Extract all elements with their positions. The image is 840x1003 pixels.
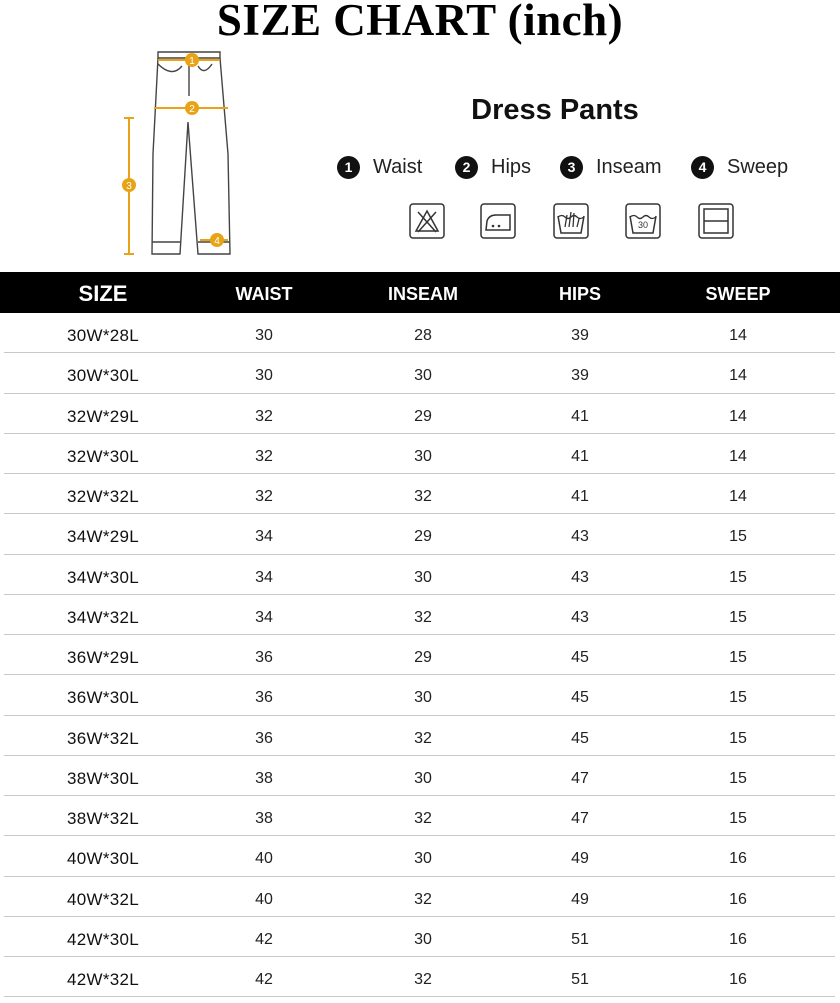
cell-hips: 43	[571, 568, 589, 586]
cell-size: 38W*32L	[66, 809, 140, 828]
marker-1	[185, 53, 199, 67]
cell-hips: 41	[571, 488, 589, 505]
cell-sweep: 14	[729, 407, 747, 425]
cell-inseam: 30	[414, 689, 432, 707]
iron-low-heat-icon	[480, 203, 516, 239]
cell-sweep: 15	[729, 608, 747, 626]
cell-hips: 51	[571, 971, 589, 988]
cell-waist: 34	[255, 608, 273, 626]
cell-size: 36W*32L	[66, 728, 140, 748]
cell-size: 32W*29L	[66, 406, 140, 426]
wash-temperature: 30	[637, 220, 648, 230]
cell-waist: 42	[255, 930, 273, 948]
header-inseam: INSEAM	[387, 284, 459, 304]
cell-hips: 45	[571, 689, 589, 707]
table-row	[4, 353, 835, 393]
table-row	[4, 434, 835, 474]
cell-waist: 38	[255, 769, 273, 787]
cell-sweep: 15	[729, 568, 747, 586]
size-table-body	[0, 313, 840, 997]
cell-hips: 51	[571, 930, 589, 948]
cell-sweep: 16	[729, 971, 747, 988]
cell-waist: 42	[255, 971, 273, 988]
cell-sweep: 15	[729, 769, 747, 787]
cell-waist: 32	[255, 447, 273, 465]
cell-sweep: 14	[729, 447, 747, 465]
cell-hips: 45	[571, 729, 589, 747]
cell-hips: 47	[571, 769, 589, 787]
measurement-legend	[334, 152, 814, 186]
do-not-bleach-icon	[409, 203, 445, 239]
legend-item-sweep	[691, 152, 788, 182]
cell-hips: 39	[571, 367, 589, 385]
cell-inseam: 32	[414, 890, 432, 908]
legend-number-1: 1	[337, 156, 360, 179]
legend-item-hips	[455, 152, 531, 182]
table-row	[4, 675, 835, 715]
cell-inseam: 28	[414, 327, 432, 344]
svg-text:3: 3	[126, 181, 132, 192]
marker-3	[122, 178, 136, 192]
cell-hips: 47	[571, 810, 589, 827]
cell-size: 32W*30L	[66, 446, 140, 466]
dry-flat-icon	[698, 203, 734, 239]
cell-waist: 32	[255, 488, 273, 505]
cell-inseam: 29	[414, 407, 432, 425]
cell-sweep: 16	[729, 890, 747, 908]
svg-text:1: 1	[189, 56, 195, 67]
cell-size: 34W*30L	[66, 567, 140, 587]
cell-waist: 34	[255, 568, 273, 586]
cell-hips: 41	[571, 447, 589, 465]
cell-waist: 36	[255, 729, 273, 747]
cell-size: 30W*28L	[66, 326, 140, 345]
cell-hips: 43	[571, 608, 589, 626]
cell-size: 30W*30L	[66, 366, 140, 386]
machine-wash-30-icon	[625, 203, 661, 239]
cell-inseam: 32	[414, 608, 432, 626]
cell-hips: 49	[571, 890, 589, 908]
cell-hips: 39	[571, 327, 589, 344]
cell-inseam: 30	[414, 850, 432, 868]
legend-label-sweep: Sweep	[727, 155, 789, 178]
legend-label-hips: Hips	[491, 155, 532, 178]
table-row	[4, 394, 835, 434]
cell-sweep: 15	[729, 810, 747, 827]
cell-inseam: 30	[414, 367, 432, 385]
header-hips: HIPS	[558, 284, 602, 304]
table-row	[4, 877, 835, 917]
legend-item-inseam	[560, 152, 662, 182]
svg-text:2: 2	[189, 104, 195, 115]
legend-label-waist: Waist	[373, 155, 423, 178]
table-row	[4, 836, 835, 876]
cell-size: 32W*32L	[66, 487, 140, 506]
measure-lines	[124, 60, 228, 254]
cell-sweep: 14	[729, 327, 747, 344]
legend-item-waist	[337, 152, 422, 182]
header-waist: WAIST	[235, 284, 293, 304]
table-header	[0, 272, 840, 313]
cell-sweep: 14	[729, 367, 747, 385]
cell-waist: 38	[255, 810, 273, 827]
legend-number-3: 3	[560, 156, 583, 179]
marker-4	[210, 233, 224, 247]
cell-waist: 36	[255, 689, 273, 707]
cell-size: 42W*30L	[66, 929, 140, 949]
cell-sweep: 16	[729, 850, 747, 868]
cell-sweep: 15	[729, 689, 747, 707]
cell-size: 42W*32L	[66, 970, 140, 989]
cell-inseam: 30	[414, 568, 432, 586]
table-row	[4, 957, 835, 997]
cell-sweep: 16	[729, 930, 747, 948]
header-sweep: SWEEP	[705, 284, 771, 304]
cell-inseam: 32	[414, 729, 432, 747]
cell-inseam: 30	[414, 447, 432, 465]
cell-waist: 40	[255, 850, 273, 868]
cell-waist: 40	[255, 890, 273, 908]
legend-label-inseam: Inseam	[596, 155, 662, 178]
hand-wash-icon	[553, 203, 589, 239]
cell-inseam: 32	[414, 971, 432, 988]
cell-sweep: 14	[729, 488, 747, 505]
cell-waist: 36	[255, 649, 273, 666]
cell-size: 36W*30L	[66, 688, 140, 708]
product-name: Dress Pants	[471, 94, 639, 126]
legend-number-4: 4	[691, 156, 714, 179]
cell-inseam: 30	[414, 769, 432, 787]
cell-size: 38W*30L	[66, 768, 140, 788]
cell-waist: 32	[255, 407, 273, 425]
table-row	[4, 756, 835, 796]
table-row	[4, 555, 835, 595]
table-row	[4, 716, 835, 756]
cell-waist: 34	[255, 528, 273, 546]
cell-hips: 43	[571, 528, 589, 546]
cell-hips: 49	[571, 850, 589, 868]
table-row	[4, 514, 835, 554]
pants-diagram	[112, 44, 242, 264]
page-title: SIZE CHART (inch)	[216, 0, 624, 45]
header-size: SIZE	[78, 281, 128, 306]
cell-waist: 30	[255, 327, 273, 344]
cell-sweep: 15	[729, 649, 747, 666]
cell-sweep: 15	[729, 528, 747, 546]
table-row	[4, 635, 835, 675]
svg-text:4: 4	[214, 236, 220, 247]
table-row	[4, 917, 835, 957]
pants-outline	[152, 52, 230, 254]
cell-size: 34W*29L	[66, 527, 140, 547]
marker-2	[185, 101, 199, 115]
cell-inseam: 29	[414, 528, 432, 546]
cell-size: 40W*32L	[66, 889, 140, 909]
cell-hips: 41	[571, 407, 589, 425]
cell-hips: 45	[571, 649, 589, 666]
table-row	[4, 595, 835, 635]
cell-inseam: 29	[414, 649, 432, 666]
table-row	[4, 796, 835, 836]
table-row	[4, 474, 835, 514]
cell-waist: 30	[255, 367, 273, 385]
cell-size: 34W*32L	[66, 607, 140, 627]
cell-inseam: 32	[414, 810, 432, 827]
cell-inseam: 30	[414, 930, 432, 948]
cell-size: 36W*29L	[66, 648, 140, 667]
legend-number-2: 2	[455, 156, 478, 179]
table-row	[4, 313, 835, 353]
cell-size: 40W*30L	[66, 849, 140, 869]
cell-sweep: 15	[729, 729, 747, 747]
cell-inseam: 32	[414, 488, 432, 505]
